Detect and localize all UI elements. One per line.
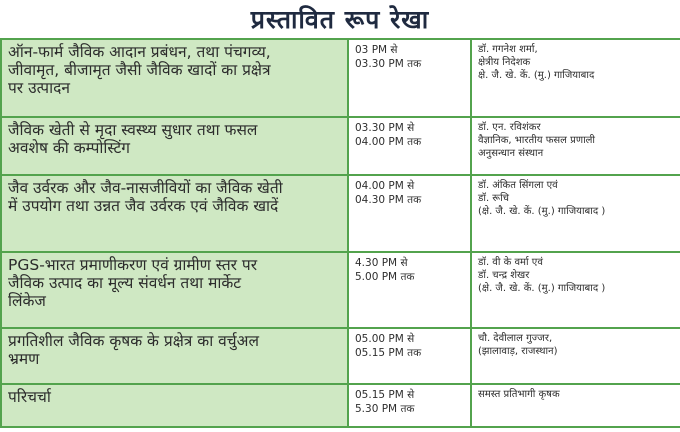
session-time-line: 04.30 PM तक xyxy=(355,194,422,206)
session-speaker-cell xyxy=(471,39,680,117)
session-topic-cell xyxy=(1,384,348,427)
session-speaker-line: (क्षे. जै. खे. कें. (मु.) गाजियाबाद ) xyxy=(478,283,606,294)
session-speaker-line: (झालावाड़, राजस्थान) xyxy=(478,346,558,357)
session-speaker-cell xyxy=(471,328,680,384)
session-topic-line: प्रगतिशील जैविक कृषक के प्रक्षेत्र का वर्चुअल xyxy=(8,332,259,350)
session-speaker-line: क्षे. जै. खे. कें. (मु.) गाजियाबाद xyxy=(478,70,595,81)
agenda-table-body xyxy=(1,39,680,427)
agenda-table xyxy=(0,38,680,428)
session-time-line: 03.30 PM से xyxy=(355,122,415,134)
session-topic-cell xyxy=(1,117,348,175)
session-speaker-cell xyxy=(471,175,680,252)
session-speaker-line: डॉ. एन. रविशंकर xyxy=(478,122,541,133)
table-row xyxy=(1,252,680,328)
session-topic-cell xyxy=(1,252,348,328)
session-speaker-line: डॉ. गगनेश शर्मा, xyxy=(478,44,538,55)
table-row xyxy=(1,328,680,384)
session-topic-line: अवशेष की कम्पोस्टिंग xyxy=(8,139,130,157)
session-time-line: 05.15 PM तक xyxy=(355,347,422,359)
table-row xyxy=(1,117,680,175)
session-topic-line: पर उत्पादन xyxy=(8,79,70,97)
session-time-line: 5.00 PM तक xyxy=(355,271,415,283)
session-topic-line: भ्रमण xyxy=(8,350,40,368)
session-time-line: 5.30 PM तक xyxy=(355,403,415,415)
session-speaker-line: चौ. देवीलाल गुज्जर, xyxy=(478,333,553,344)
session-time-cell xyxy=(348,384,471,427)
session-topic-line: ऑन-फार्म जैविक आदान प्रबंधन, तथा पंचगव्य, xyxy=(8,43,271,61)
session-time-cell xyxy=(348,117,471,175)
session-topic-line: PGS-भारत प्रमाणीकरण एवं ग्रामीण स्तर पर xyxy=(8,256,258,274)
table-row xyxy=(1,175,680,252)
page-title: प्रस्तावित रूप रेखा xyxy=(250,5,430,34)
session-topic-line: जैविक खेती से मृदा स्वस्थ्य सुधार तथा फसल xyxy=(8,121,258,139)
session-time-line: 03.30 PM तक xyxy=(355,58,422,70)
session-topic-line: में उपयोग तथा उन्नत जैव उर्वरक एवं जैविक खादें xyxy=(8,197,279,215)
session-speaker-line: अनुसन्धान संस्थान xyxy=(478,148,544,159)
session-speaker-line: वैज्ञानिक, भारतीय फसल प्रणाली xyxy=(478,135,596,146)
session-speaker-line: (क्षे. जै. खे. कें. (मु.) गाजियाबाद ) xyxy=(478,206,606,217)
session-speaker-line: डॉ. चन्द्र शेखर xyxy=(478,270,530,281)
table-row xyxy=(1,39,680,117)
session-speaker-line: डॉ. वी के वर्मा एवं xyxy=(478,257,543,268)
session-topic-cell xyxy=(1,328,348,384)
session-time-line: 4.30 PM से xyxy=(355,257,408,269)
session-topic-line: जीवामृत, बीजामृत जैसी जैविक खादों का प्रक्षेत्र xyxy=(8,61,271,79)
session-speaker-line: डॉ. अंकित सिंगला एवं xyxy=(478,180,558,191)
session-topic-cell xyxy=(1,175,348,252)
session-topic-line: लिंकेज xyxy=(8,292,46,310)
session-topic-line: जैविक उत्पाद का मूल्य संवर्धन तथा मार्केट xyxy=(8,274,242,292)
session-speaker-cell xyxy=(471,252,680,328)
session-topic-line: जैव उर्वरक और जैव-नासजीवियों का जैविक खेती xyxy=(8,179,283,197)
session-time-line: 03 PM से xyxy=(355,44,398,56)
session-speaker-cell xyxy=(471,117,680,175)
table-row xyxy=(1,384,680,427)
session-speaker-line: डॉ. रूचि xyxy=(478,193,510,204)
session-time-line: 05.15 PM से xyxy=(355,389,415,401)
session-speaker-line: क्षेत्रीय निदेशक xyxy=(478,57,531,68)
session-time-cell xyxy=(348,39,471,117)
session-speaker-cell xyxy=(471,384,680,427)
session-time-cell xyxy=(348,175,471,252)
session-time-cell xyxy=(348,252,471,328)
session-time-line: 04.00 PM से xyxy=(355,180,415,192)
session-time-line: 05.00 PM से xyxy=(355,333,415,345)
session-time-cell xyxy=(348,328,471,384)
session-speaker-line: समस्त प्रतिभागी कृषक xyxy=(478,389,560,400)
session-topic-cell xyxy=(1,39,348,117)
session-topic-line: परिचर्चा xyxy=(8,388,51,406)
session-time-line: 04.00 PM तक xyxy=(355,136,422,148)
